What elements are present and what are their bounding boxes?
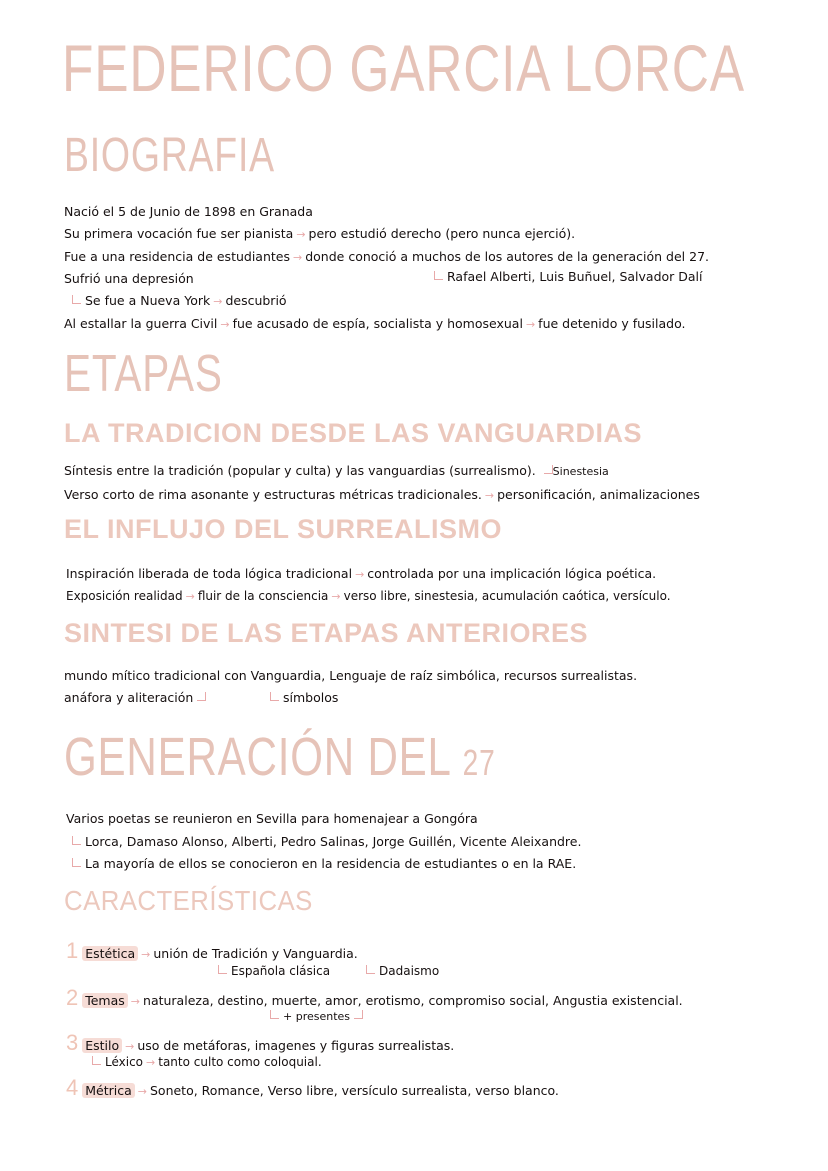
bio-discovered-text: descubrió [225,293,287,308]
bio-residence-text: Fue a una residencia de estudiantes [64,249,290,264]
bio-newyork-text: Se fue a Nueva York [85,293,211,308]
char-2-sub [270,1010,363,1023]
hook-arrow-icon [270,692,279,701]
stage-1-synthesis-text: Síntesis entre la tradición (popular y culta) y las vanguardias (surrealismo). [64,463,536,478]
etapas-heading: ETAPAS [64,345,223,403]
char-3-sub [92,1055,322,1069]
stage-2-line-1 [66,566,656,581]
stage-2-exposition-text: Exposición realidad [66,589,183,603]
bio-line-4 [64,271,194,286]
hook-arrow-icon [72,295,81,304]
hook-arrow-icon [270,1010,279,1019]
biografia-heading: BIOGRAFIA [64,129,275,182]
hook-arrow-icon [72,836,81,845]
stage-2-flow-text: fluir de la consciencia [197,589,329,603]
hook-arrow-icon [92,1056,101,1065]
hook-arrow-icon [544,465,553,474]
char-text-4: Soneto, Romance, Verso libre, versículo surrealista, verso blanco. [149,1083,559,1098]
char-item-2 [66,985,683,1011]
stage-2-inspiration-text: Inspiración liberada de toda lógica tradicional [66,566,353,581]
generacion-heading-text: GENERACIÓN DEL [64,727,451,787]
stage-3-line-2 [64,690,206,705]
stage-2-heading: EL INFLUJO DEL SURREALISMO [64,514,503,544]
char-text-1: unión de Tradición y Vanguardia. [153,946,358,961]
arrow-icon: → [220,318,230,331]
hook-arrow-icon [72,858,81,867]
char-number-4: 4 [66,1075,79,1100]
stage-3-symbols-line [270,690,338,705]
gen-line-2 [72,834,581,849]
caracteristicas-heading: CARACTERÍSTICAS [64,885,313,916]
stage-2-line-2 [66,589,671,603]
stage-3-line-1 [64,668,637,683]
arrow-icon: → [296,228,306,241]
arrow-icon: → [355,568,365,581]
gen-names-text: Lorca, Damaso Alonso, Alberti, Pedro Salinas, Jorge Guillén, Vicente Aleixandre. [85,834,582,849]
char-label-4: Métrica [82,1083,135,1098]
stage-1-line-2 [64,487,700,502]
char-1-sub-b [366,964,439,978]
hook-arrow-icon [434,271,443,280]
generacion-heading-number: 27 [462,742,496,783]
bio-authors-line [434,269,703,284]
stage-1-heading: LA TRADICION DESDE LAS VANGUARDIAS [64,418,643,448]
bio-line-5 [72,293,287,308]
bio-accused-text: fue acusado de espía, socialista y homosexual [232,316,523,331]
char-3-sub-lexico-text: Léxico [105,1055,144,1069]
generacion-heading [64,726,495,788]
char-label-1: Estética [82,946,138,961]
arrow-icon: → [125,1040,135,1053]
char-item-3 [66,1030,454,1056]
bio-met-text: donde conoció a muchos de los autores de la generación del 27. [305,249,709,264]
bio-never-text: (pero nunca ejerció). [445,226,576,241]
gen-line-3 [72,856,576,871]
arrow-icon: → [331,590,341,603]
char-1-sub-a [218,964,330,978]
bio-line-1 [64,204,313,219]
bio-line-3 [64,249,709,264]
hook-arrow-icon [197,692,206,701]
page-title: FEDERICO GARCIA LORCA [62,31,745,105]
stage-3-anaphora-text: anáfora y aliteración [64,690,194,705]
stage-3-heading: SINTESI DE LAS ETAPAS ANTERIORES [64,618,589,648]
arrow-icon: → [525,318,536,331]
char-text-2: naturaleza, destino, muerte, amor, erotismo, compromiso social, Angustia existencial. [143,993,683,1008]
bio-war-text: Al estallar la guerra Civil [64,316,218,331]
arrow-icon: → [130,995,141,1008]
stage-1-line-1 [64,463,609,478]
char-3-sub-tone-text: tanto culto como coloquial. [158,1055,322,1069]
hook-arrow-icon [354,1010,363,1019]
arrow-icon: → [141,948,151,961]
arrow-icon: → [293,251,303,264]
arrow-icon: → [484,489,495,502]
char-2-sub-text: + presentes [283,1010,351,1023]
stage-2-controlled-text: controlada por una implicación lógica poética. [367,566,657,581]
bio-depression-text: Sufrió una depresión [64,271,194,286]
char-item-1 [66,938,358,964]
hook-arrow-icon [366,965,375,974]
char-item-4 [66,1075,559,1101]
bio-birth-text: Nació el 5 de Junio de 1898 en Granada [64,204,313,219]
stage-1-figures-text: personificación, animalizaciones [497,487,700,502]
char-label-3: Estilo [82,1038,122,1053]
arrow-icon: → [146,1056,156,1069]
bio-line-2 [64,226,575,241]
char-label-2: Temas [82,993,128,1008]
bio-executed-text: fue detenido y fusilado. [538,316,686,331]
bio-study-text: pero estudió derecho [308,226,442,241]
gen-met-text: La mayoría de ellos se conocieron en la residencia de estudiantes o en la RAE. [85,856,577,871]
stage-3-myth-text: mundo mítico tradicional con Vanguardia, Lenguaje de raíz simbólica, recursos surrealistas. [64,668,638,683]
arrow-icon: → [137,1085,147,1098]
gen-line-1 [66,811,478,826]
gen-poets-text: Varios poetas se reunieron en Sevilla para homenajear a Gongóra [66,811,478,826]
arrow-icon: → [213,295,223,308]
stage-3-symbols-text: símbolos [283,690,339,705]
char-number-3: 3 [66,1030,79,1055]
char-1-sub-b-text: Dadaismo [379,964,440,978]
char-1-sub-a-text: Española clásica [231,964,331,978]
char-text-3: uso de metáforas, imagenes y figuras surrealistas. [137,1038,455,1053]
arrow-icon: → [185,590,195,603]
char-number-1: 1 [66,938,79,963]
stage-2-freeverse-text: verso libre, sinestesia, acumulación caótica, versículo. [343,589,671,603]
char-number-2: 2 [66,985,79,1010]
stage-1-verse-text: Verso corto de rima asonante y estructuras métricas tradicionales. [64,487,482,502]
bio-authors-text: Rafael Alberti, Luis Buñuel, Salvador Dalí [447,269,703,284]
bio-vocation-text: Su primera vocación fue ser pianista [64,226,294,241]
stage-1-sinestesia-text: Sinestesia [552,465,609,478]
hook-arrow-icon [218,965,227,974]
bio-line-6 [64,316,685,331]
